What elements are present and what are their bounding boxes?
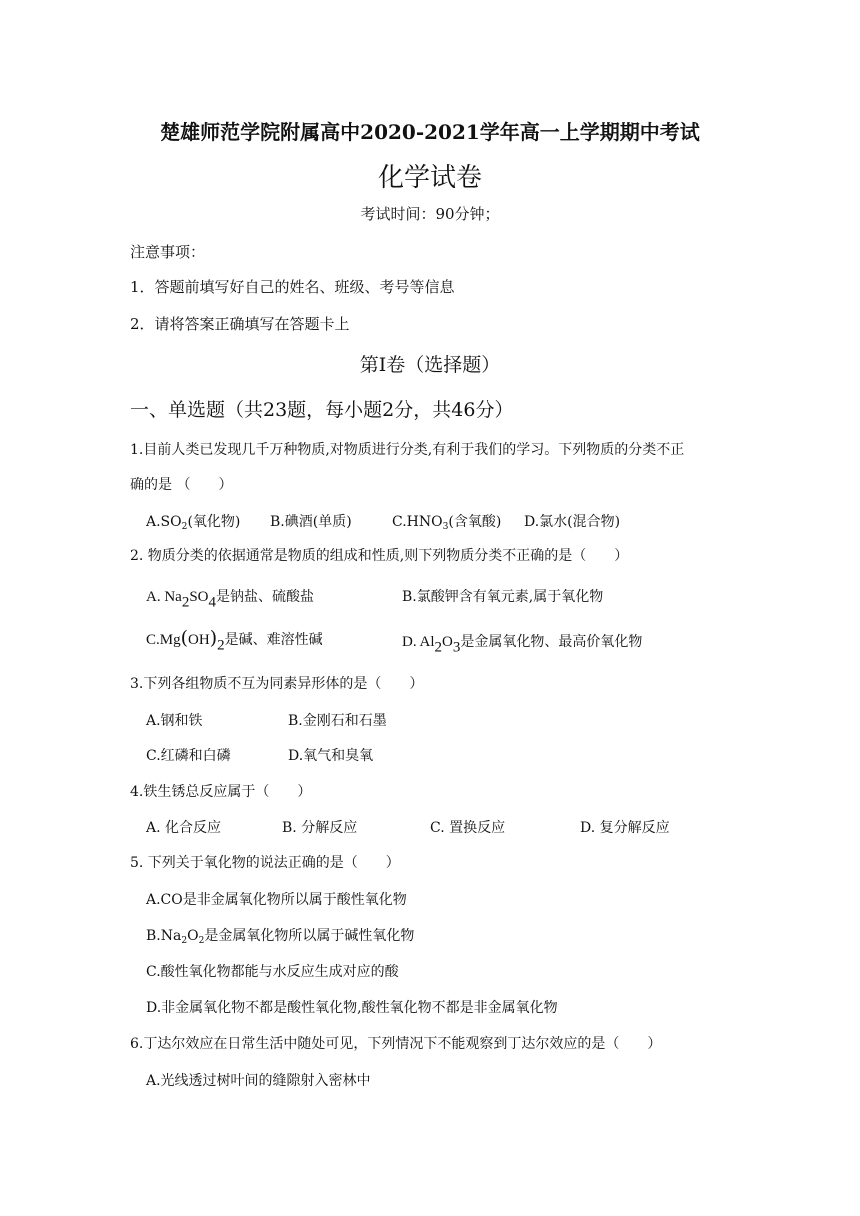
question-2-stem: 2. 物质分类的依据通常是物质的组成和性质,则下列物质分类不正确的是（ ） [130, 548, 629, 564]
question-5-option-b: $B.Na_2O_2$是金属氧化物所以属于碱性氧化物 [146, 928, 415, 947]
question-4-option-d: D. 复分解反应 [580, 820, 670, 836]
question-1-stem-cont: 确的是 （ ） [130, 477, 233, 493]
notes-heading: 注意事项： [130, 243, 206, 261]
question-1-option-c: $C.HNO_3$(含氧酸) [392, 514, 502, 533]
question-5-option-d: D.非金属氧化物不都是酸性氧化物,酸性氧化物不都是非金属氧化物 [146, 1000, 558, 1016]
question-3-option-c: C.红磷和白磷 [146, 748, 231, 764]
question-3-option-a: A.钢和铁 [146, 713, 203, 729]
question-2-option-d: D. Al2O3是金属氧化物、最高价氧化物 [402, 634, 643, 656]
question-2-option-a: A. Na2SO4是钠盐、硫酸盐 [146, 589, 315, 611]
exam-title: 楚雄师范学院附属高中2020-2021学年高一上学期期中考试 [160, 120, 700, 144]
exam-time: 考试时间：90分钟； [360, 205, 500, 223]
question-1-option-d: D.氯水(混合物) [524, 514, 621, 530]
question-6-option-a: A.光线透过树叶间的缝隙射入密林中 [146, 1073, 371, 1089]
section-title: 一、单选题（共23题，每小题2分，共46分） [130, 399, 514, 421]
question-3-option-b: B.金刚石和石墨 [288, 713, 387, 729]
question-1-option-a: $A.SO_2$(氧化物) [146, 514, 241, 533]
question-4-option-b: B. 分解反应 [282, 820, 358, 836]
question-4-option-a: A. 化合反应 [146, 820, 222, 836]
question-1-option-b: B.碘酒(单质) [270, 514, 352, 530]
note-item: 2．请将答案正确填写在答题卡上 [130, 315, 350, 333]
exam-subtitle: 化学试卷 [377, 163, 482, 193]
question-2-option-b: B.氯酸钾含有氧元素,属于氧化物 [402, 589, 604, 605]
question-5-option-a: A.CO是非金属氧化物所以属于酸性氧化物 [146, 892, 407, 908]
question-4-stem: 4.铁生锈总反应属于（ ） [130, 784, 312, 800]
question-4-option-c: C. 置换反应 [430, 820, 506, 836]
question-2-option-c: C.Mg(OH)2是碱、难溶性碱 [146, 627, 323, 654]
part-title: 第I卷（选择题） [359, 354, 501, 376]
question-6-stem: 6.丁达尔效应在日常生活中随处可见，下列情况下不能观察到丁达尔效应的是（ ） [130, 1036, 662, 1052]
question-3-stem: 3.下列各组物质不互为同素异形体的是（ ） [130, 676, 424, 692]
note-item: 1．答题前填写好自己的姓名、班级、考号等信息 [130, 278, 455, 296]
question-5-stem: 5. 下列关于氧化物的说法正确的是（ ） [130, 855, 400, 871]
question-5-option-c: C.酸性氧化物都能与水反应生成对应的酸 [146, 964, 399, 980]
question-3-option-d: D.氧气和臭氧 [288, 748, 374, 764]
question-1-stem: 1.目前人类已发现几千万种物质,对物质进行分类,有利于我们的学习。下列物质的分类不正 [130, 442, 685, 458]
